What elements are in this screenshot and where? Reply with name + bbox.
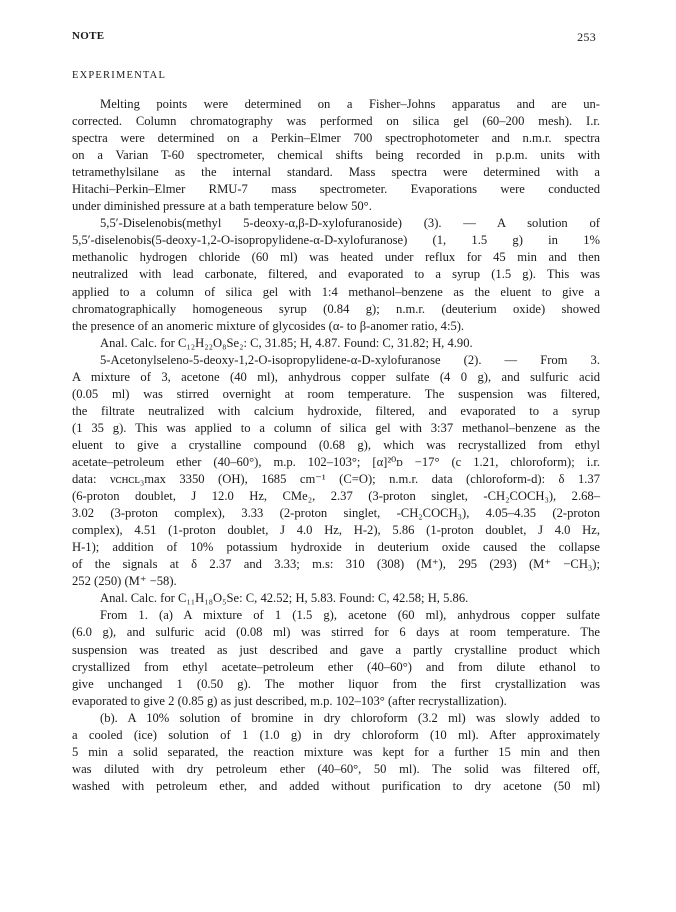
text-line: (b). A 10% solution of bromine in dry chloroform (3.2 ml) was slowly added to: [100, 710, 600, 725]
text-line: (0.05 ml) was stirred overnight at room temperature. The suspension was filtered,: [72, 386, 600, 401]
text-line: on a Varian T-60 spectrometer, chemical shifts being recorded in p.p.m. units with: [72, 148, 600, 163]
text-line: A mixture of 3, acetone (40 ml), anhydrous copper sulfate (4 0 g), and sulfuric acid: [72, 369, 600, 384]
body-text: [72, 96, 600, 795]
text-line: crystallized from ethyl acetate–petroleum ether (40–60°) and from dilute ethanol to: [72, 659, 600, 674]
text-line: a cooled (ice) solution of 1 (1.0 g) in dry chloroform (10 ml). After approximately: [72, 727, 600, 742]
text-line: Melting points were determined on a Fisher–Johns apparatus and are un-: [100, 97, 600, 111]
text-line: suspension was treated as just described and gave a partly crystalline product which: [72, 642, 600, 657]
text-line: the filtrate neutralized with calcium hydroxide, filtered, and evaporated to a syrup: [72, 403, 600, 418]
running-header: [72, 30, 596, 46]
page-number: 253: [577, 30, 596, 44]
text-line: Anal. Calc. for C₁₂H₂₂O₈Se₂: C, 31.85; H, 4.87. Found: C, 31.82; H, 4.90.: [100, 335, 473, 350]
text-line: corrected. Column chromatography was performed on silica gel (60–200 mesh). I.r.: [72, 114, 600, 129]
text-line: (6-proton doublet, J 12.0 Hz, CMe₂, 2.37 (3-proton singlet, -CH₂COCH₃), 2.68–: [72, 489, 600, 504]
text-line: H-1); addition of 10% potassium hydroxide in deuterium oxide caused the collapse: [72, 540, 600, 555]
text-line: give unchanged 1 (0.50 g). The mother liquor from the first crystallization was: [72, 676, 600, 691]
text-line: 5 min a solid separated, the reaction mixture was kept for a further 15 min and then: [72, 744, 600, 759]
text-line: 5,5′-Diselenobis(methyl 5-deoxy-α,β-D-xylofuranoside) (3). — A solution of: [100, 216, 600, 231]
section-heading: EXPERIMENTAL: [72, 70, 167, 81]
text-line: (6.0 g), and sulfuric acid (0.08 ml) was stirred for 6 days at room temperature. The: [72, 625, 600, 640]
text-line: From 1. (a) A mixture of 1 (1.5 g), acetone (60 ml), anhydrous copper sulfate: [100, 608, 600, 623]
text-line: 252 (250) (M⁺ −58).: [72, 574, 177, 589]
text-line: 5,5′-diselenobis(5-deoxy-1,2-O-isopropylidene-α-D-xylofuranose) (1, 1.5 g) in 1%: [72, 233, 600, 248]
text-line: under diminished pressure at a bath temperature below 50°.: [72, 199, 372, 214]
text-line: complex), 4.51 (1-proton doublet, J 4.0 Hz, H-2), 5.86 (1-proton doublet, J 4.0 Hz,: [72, 523, 600, 538]
text-line: spectra were determined on a Perkin–Elmer 700 spectrophotometer and n.m.r. spectra: [72, 131, 600, 146]
header-label: NOTE: [72, 30, 105, 42]
text-line: data: νᴄʜᴄʟ₃max 3350 (OH), 1685 cm⁻¹ (C=O); n.m.r. data (chloroform-d): δ 1.37: [72, 472, 600, 487]
text-line: tetramethylsilane as the internal standard. Mass spectra were determined with a: [72, 165, 600, 180]
text-line: of the signals at δ 2.37 and 3.33; m.s: 310 (308) (M⁺), 295 (293) (M⁺ −CH₃);: [72, 557, 600, 572]
text-line: 3.02 (3-proton complex), 3.33 (2-proton singlet, -CH₂COCH₃), 4.05–4.35 (2-proton: [72, 506, 600, 521]
text-line: Anal. Calc. for C₁₁H₁₈O₅Se: C, 42.52; H, 5.83. Found: C, 42.58; H, 5.86.: [100, 591, 469, 606]
text-line: was diluted with dry petroleum ether (40–60°, 50 ml). The solid was filtered off,: [72, 761, 600, 776]
text-line: chromatographically homogeneous syrup (0.84 g); n.m.r. (deuterium oxide) showed: [72, 301, 600, 316]
text-line: neutralized with lead carbonate, filtered, and evaporated to a syrup (1.5 g). This was: [72, 267, 600, 282]
text-line: Hitachi–Perkin–Elmer RMU-7 mass spectrometer. Evaporations were conducted: [72, 182, 600, 197]
text-line: acetate–petroleum ether (40–60°), m.p. 102–103°; [α]²⁰ᴅ −17° (c 1.21, chloroform); i.r.: [72, 454, 600, 469]
text-line: eluent to give a crystalline compound (0.68 g), which was recrystallized from ethyl: [72, 437, 600, 452]
text-line: washed with petroleum ether, and added without purification to dry acetone (50 ml): [72, 778, 600, 793]
text-line: (1 35 g). This was applied to a column of silica gel with 3:37 methanol–benzene as the: [72, 420, 600, 435]
text-line: methanolic hydrogen chloride (60 ml) was heated under reflux for 45 min and then: [72, 250, 600, 265]
text-line: applied to a column of silica gel with 1:4 methanol–benzene as the eluent to give a: [72, 284, 600, 299]
text-line: evaporated to give 2 (0.85 g) as just described, m.p. 102–103° (after recrystallization).: [72, 693, 507, 708]
text-line: the presence of an anomeric mixture of glycosides (α- to β-anomer ratio, 4:5).: [72, 318, 465, 333]
text-line: 5-Acetonylseleno-5-deoxy-1,2-O-isopropylidene-α-D-xylofuranose (2). — From 3.: [100, 352, 600, 367]
